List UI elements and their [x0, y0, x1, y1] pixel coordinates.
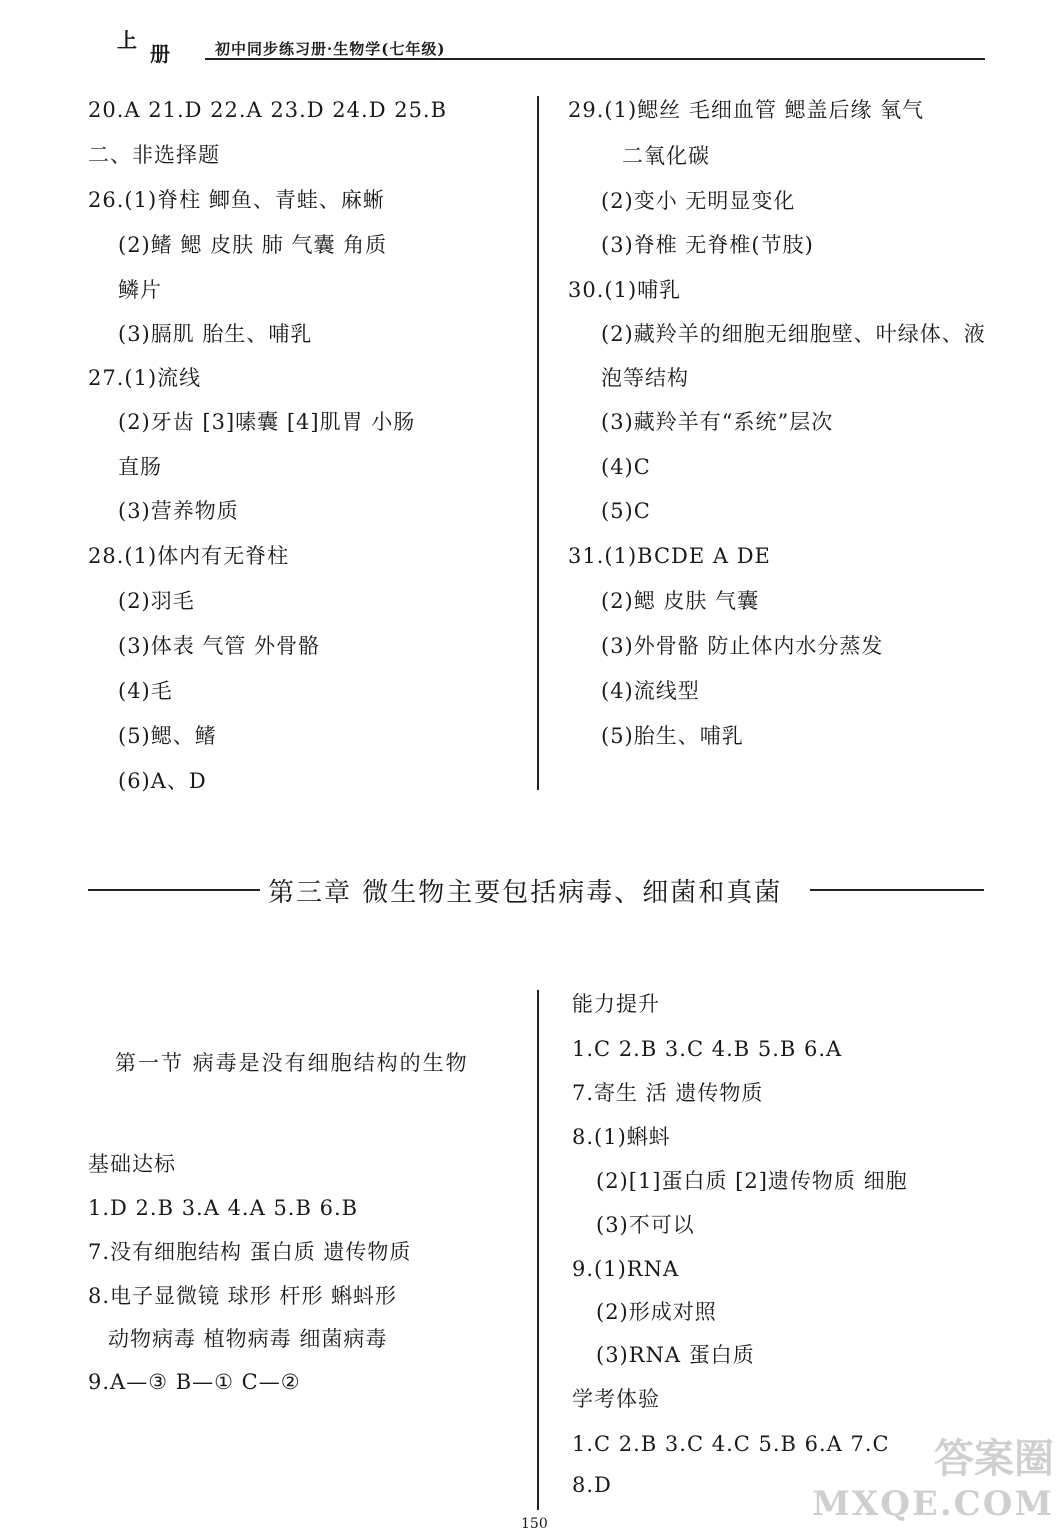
answer-line: (3)外骨骼 防止体内水分蒸发 [601, 634, 884, 658]
answer-line: (2)牙齿 [3]嗉囊 [4]肌胃 小肠 [118, 410, 416, 434]
answer-line: 31.(1)BCDE A DE [568, 544, 771, 568]
answer-line: 1.C 2.B 3.C 4.B 5.B 6.A [572, 1037, 843, 1061]
book-title: 初中同步练习册·生物学(七年级) [215, 40, 446, 58]
answer-line: (3)RNA 蛋白质 [596, 1343, 755, 1367]
answer-line: (5)鳃、鳍 [118, 724, 217, 748]
answer-line: 二、非选择题 [88, 143, 220, 167]
answer-line: (2)羽毛 [118, 589, 195, 613]
chapter-rule-left [88, 889, 260, 891]
watermark [812, 1427, 1054, 1524]
answer-line: (2)[1]蛋白质 [2]遗传物质 细胞 [596, 1169, 908, 1193]
answer-line: 9.A—③ B—① C—② [88, 1370, 301, 1394]
subsection-heading: 基础达标 [88, 1152, 176, 1176]
subsection-heading: 学考体验 [572, 1387, 660, 1411]
volume-char-up: 上 [117, 28, 137, 52]
chapter-rule-right [810, 889, 984, 891]
watermark-url: MXQE.COM [812, 1484, 1054, 1524]
answer-line: 9.(1)RNA [572, 1257, 680, 1281]
answer-line: (5)C [601, 499, 651, 523]
answer-line: 泡等结构 [601, 366, 689, 390]
section-title: 第一节 病毒是没有细胞结构的生物 [115, 1051, 469, 1075]
answer-line: 26.(1)脊柱 鲫鱼、青蛙、麻蜥 [88, 188, 385, 212]
answer-line: 30.(1)哺乳 [568, 278, 682, 302]
answer-line: 8.D [572, 1473, 612, 1497]
answer-line: 20.A 21.D 22.A 23.D 24.D 25.B [88, 98, 448, 122]
column-divider-bottom [537, 990, 539, 1510]
header-rule [205, 58, 985, 60]
watermark-logo-text: 答案圈 [934, 1435, 1054, 1482]
answer-line: (4)C [601, 455, 651, 479]
answer-line: 7.没有细胞结构 蛋白质 遗传物质 [88, 1240, 412, 1264]
answer-line: 28.(1)体内有无脊柱 [88, 544, 290, 568]
answer-line: 27.(1)流线 [88, 366, 202, 390]
answer-line: (4)流线型 [601, 679, 700, 703]
chapter-title: 第三章 微生物主要包括病毒、细菌和真菌 [268, 878, 783, 908]
answer-line: 动物病毒 植物病毒 细菌病毒 [108, 1327, 388, 1351]
answer-line: (3)体表 气管 外骨骼 [118, 634, 321, 658]
answer-line: (3)脊椎 无脊椎(节肢) [601, 233, 814, 257]
answer-line: (3)营养物质 [118, 499, 239, 523]
answer-line: 29.(1)鳃丝 毛细血管 鳃盖后缘 氧气 [568, 98, 925, 122]
answer-line: (6)A、D [118, 769, 207, 793]
answer-line: (2)鳃 皮肤 气囊 [601, 589, 760, 613]
answer-line: 8.(1)蝌蚪 [572, 1125, 671, 1149]
answer-line: 7.寄生 活 遗传物质 [572, 1081, 764, 1105]
answer-line: (4)毛 [118, 679, 173, 703]
answer-line: (2)变小 无明显变化 [601, 189, 796, 213]
answer-line: 鳞片 [118, 278, 162, 302]
answer-line: (3)藏羚羊有“系统”层次 [601, 410, 834, 434]
answer-line: 二氧化碳 [622, 144, 710, 168]
answer-line: (3)不可以 [596, 1213, 695, 1237]
answer-line: 1.D 2.B 3.A 4.A 5.B 6.B [88, 1196, 359, 1220]
answer-line: (2)鳍 鳃 皮肤 肺 气囊 角质 [118, 233, 388, 257]
answer-line: (2)形成对照 [596, 1300, 717, 1324]
volume-char-book: 册 [150, 42, 170, 66]
subsection-heading: 能力提升 [572, 992, 660, 1016]
answer-line: (2)藏羚羊的细胞无细胞壁、叶绿体、液 [601, 322, 986, 346]
column-divider-top [537, 96, 539, 790]
answer-line: 8.电子显微镜 球形 杆形 蝌蚪形 [88, 1284, 398, 1308]
answer-line: 1.C 2.B 3.C 4.C 5.B 6.A 7.C [572, 1432, 890, 1456]
answer-line: 直肠 [118, 455, 162, 479]
answer-line: (5)胎生、哺乳 [601, 724, 744, 748]
page-number: 150 [521, 1516, 548, 1532]
answer-line: (3)膈肌 胎生、哺乳 [118, 322, 313, 346]
